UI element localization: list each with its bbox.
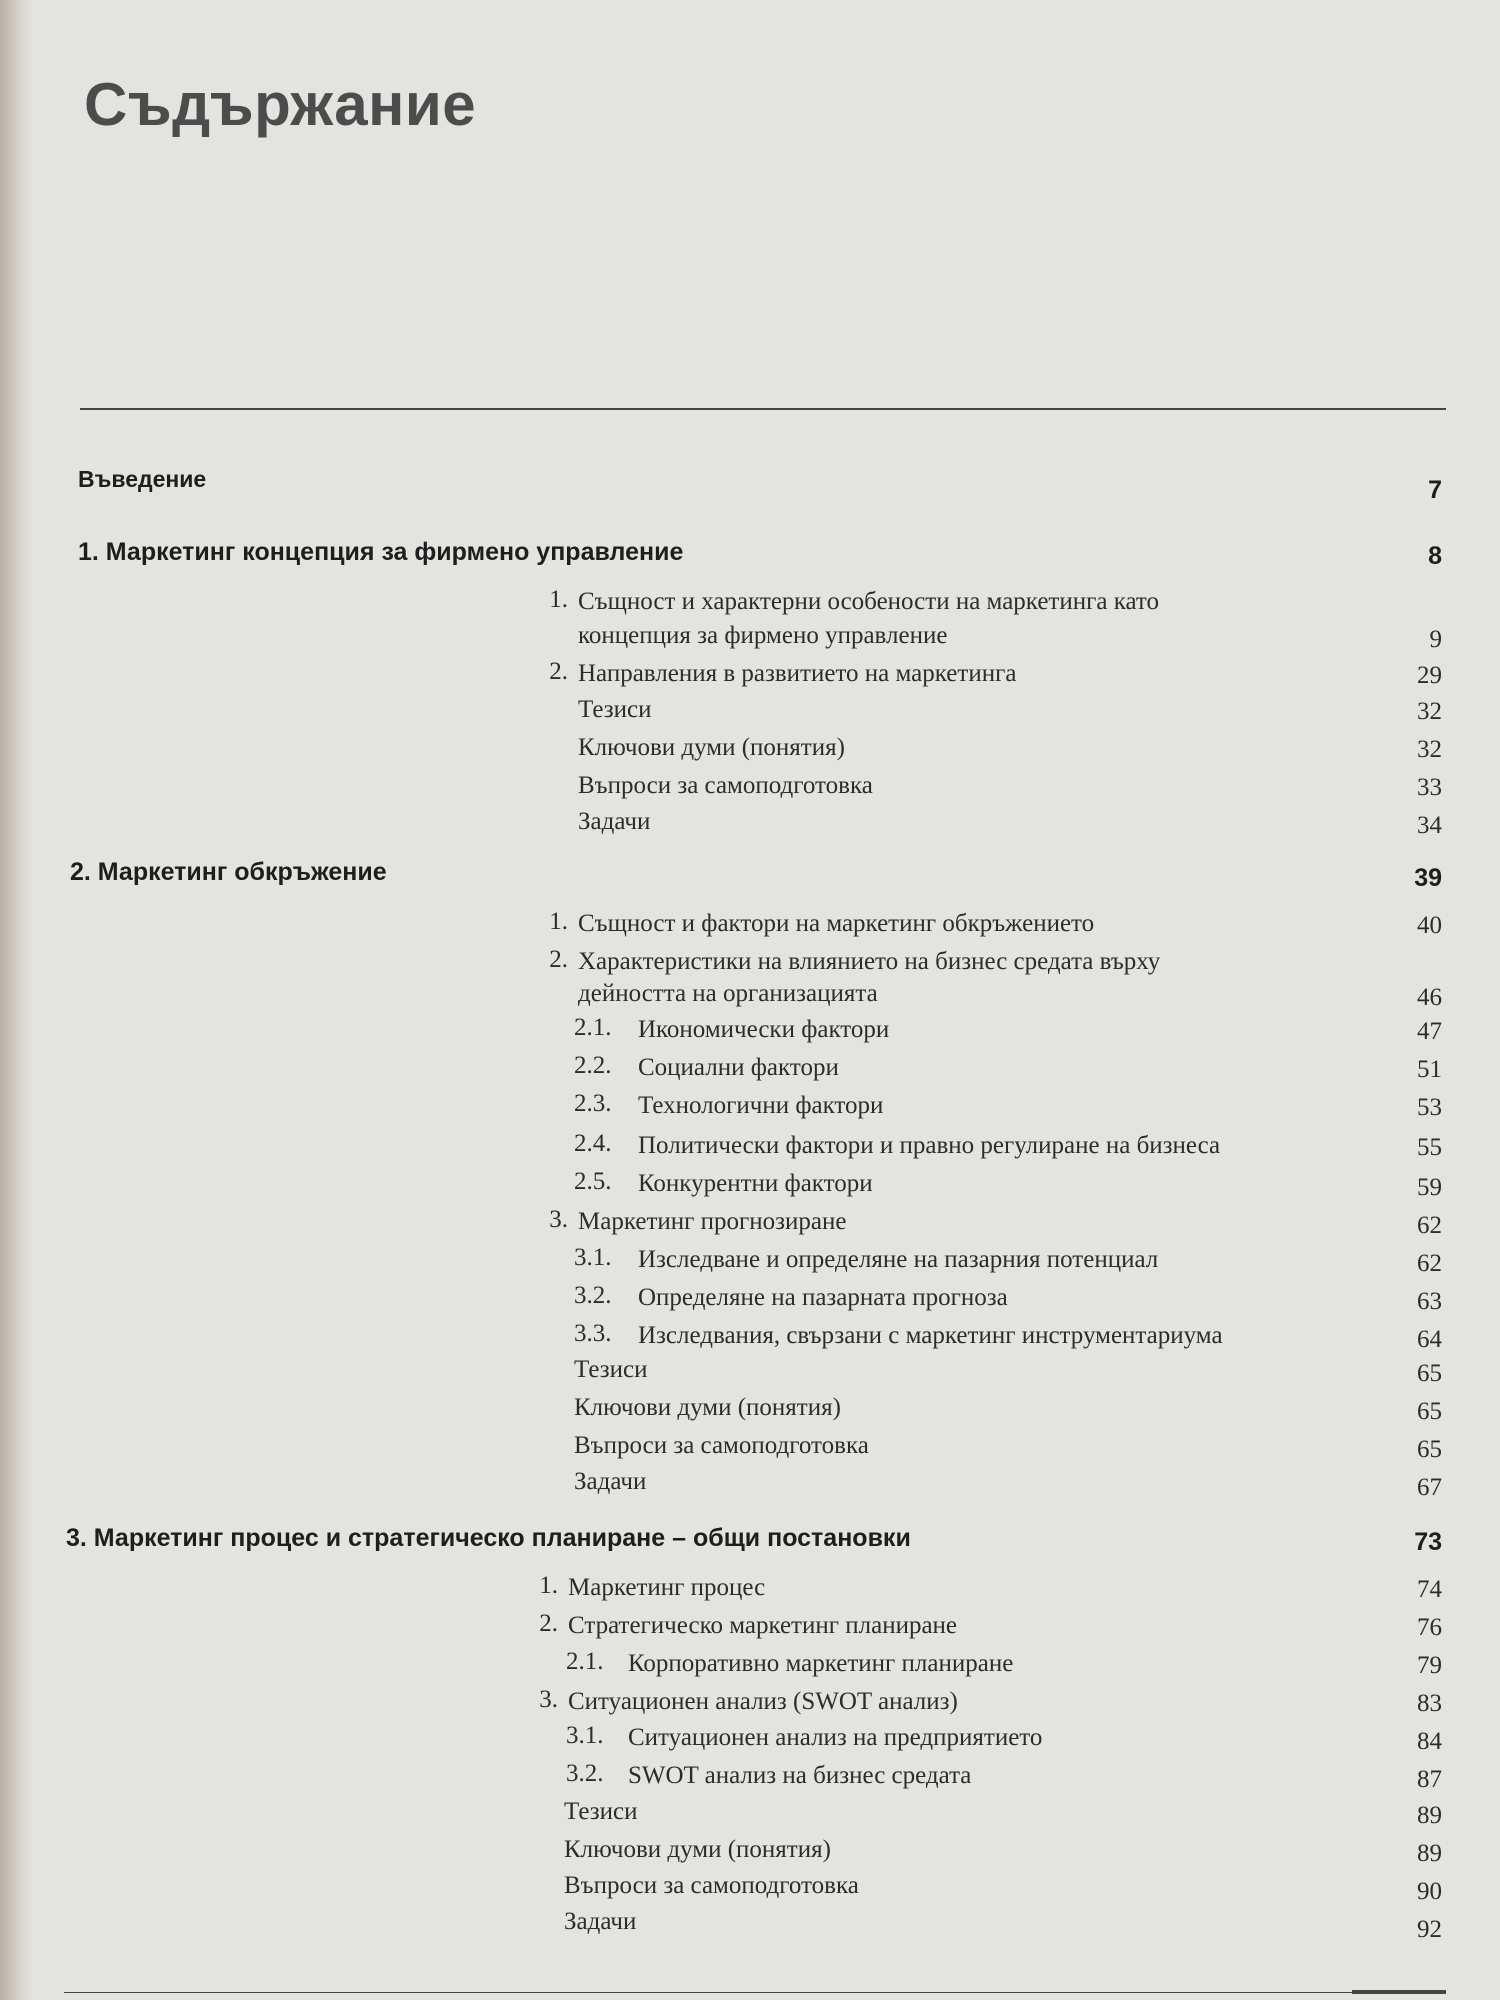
- bottom-divider: [64, 1992, 1374, 1993]
- section-title: Технологични фактори: [638, 1092, 884, 1119]
- section-page: 32: [1417, 698, 1442, 725]
- section-number: 2.1.: [566, 1648, 604, 1675]
- toc-intro-page: 7: [1428, 476, 1442, 504]
- section-page: 55: [1417, 1134, 1442, 1161]
- chapter-title: 3. Маркетинг процес и стратегическо планиране – общи постановки: [66, 1524, 911, 1552]
- section-page: 83: [1417, 1690, 1442, 1717]
- section-number: 2.1.: [574, 1014, 612, 1041]
- section-title-line2: дейността на организацията: [578, 980, 878, 1007]
- section-number: 3.2.: [566, 1760, 604, 1787]
- bottom-divider-accent: [1352, 1990, 1446, 1994]
- section-number: 3.1.: [574, 1244, 612, 1271]
- section-number: 2.: [549, 946, 568, 973]
- section-page: 87: [1417, 1766, 1442, 1793]
- section-number: 3.: [549, 1206, 568, 1233]
- section-page: 92: [1417, 1916, 1442, 1943]
- section-number: 3.2.: [574, 1282, 612, 1309]
- section-title: Задачи: [574, 1468, 647, 1495]
- section-page: 65: [1417, 1360, 1442, 1387]
- section-number: 2.4.: [574, 1130, 612, 1157]
- toc-chapter[interactable]: [0, 858, 1500, 898]
- section-page: 32: [1417, 736, 1442, 763]
- section-title: Въпроси за самоподготовка: [578, 772, 873, 799]
- section-title: Тезиси: [578, 696, 652, 723]
- section-title: Маркетинг прогнозиране: [578, 1208, 847, 1235]
- section-title: Ситуационен анализ на предприятието: [628, 1724, 1043, 1751]
- section-title: Икономически фактори: [638, 1016, 890, 1043]
- section-title: Тезиси: [564, 1798, 638, 1825]
- section-page: 62: [1417, 1212, 1442, 1239]
- section-title: Конкурентни фактори: [638, 1170, 873, 1197]
- section-page: 90: [1417, 1878, 1442, 1905]
- section-page: 53: [1417, 1094, 1442, 1121]
- section-page: 34: [1417, 812, 1442, 839]
- section-title-line1: Същност и характерни особености на маркетинга като: [578, 588, 1160, 615]
- section-number: 2.2.: [574, 1052, 612, 1079]
- top-divider: [80, 408, 1446, 410]
- section-title: Задачи: [578, 808, 651, 835]
- chapter-page: 8: [1428, 542, 1442, 570]
- section-page: 67: [1417, 1474, 1442, 1501]
- page-edge-shadow: [0, 0, 34, 2000]
- section-title: Изследване и определяне на пазарния потенциал: [638, 1246, 1159, 1273]
- section-title: Направления в развитието на маркетинга: [578, 660, 1017, 687]
- section-number: 3.1.: [566, 1722, 604, 1749]
- section-number: 1.: [549, 908, 568, 935]
- section-title: Въпроси за самоподготовка: [564, 1872, 859, 1899]
- toc-chapter[interactable]: [0, 1524, 1500, 1564]
- section-page: 79: [1417, 1652, 1442, 1679]
- section-page: 76: [1417, 1614, 1442, 1641]
- chapter-page: 39: [1414, 864, 1442, 892]
- section-page: 63: [1417, 1288, 1442, 1315]
- section-page: 89: [1417, 1840, 1442, 1867]
- section-title: Стратегическо маркетинг планиране: [568, 1612, 958, 1639]
- toc-chapter[interactable]: [0, 538, 1500, 578]
- toc-intro-title: Въведение: [78, 466, 207, 492]
- section-page: 65: [1417, 1398, 1442, 1425]
- section-title: Социални фактори: [638, 1054, 839, 1081]
- section-title: Същност и фактори на маркетинг обкръжението: [578, 910, 1095, 937]
- section-page: 62: [1417, 1250, 1442, 1277]
- section-title: Маркетинг процес: [568, 1574, 766, 1601]
- section-page: 59: [1417, 1174, 1442, 1201]
- section-number: 2.: [549, 658, 568, 685]
- section-title: Корпоративно маркетинг планиране: [628, 1650, 1014, 1677]
- section-page: 74: [1417, 1576, 1442, 1603]
- section-title: Ключови думи (понятия): [564, 1836, 831, 1863]
- section-page: 40: [1417, 912, 1442, 939]
- section-page: 29: [1417, 662, 1442, 689]
- toc-intro[interactable]: [0, 466, 1500, 506]
- section-number: 3.3.: [574, 1320, 612, 1347]
- section-number: 2.5.: [574, 1168, 612, 1195]
- section-title: Ключови думи (понятия): [578, 734, 845, 761]
- section-page: 89: [1417, 1802, 1442, 1829]
- section-page: 65: [1417, 1436, 1442, 1463]
- section-title: Ключови думи (понятия): [574, 1394, 841, 1421]
- section-number: 2.: [539, 1610, 558, 1637]
- section-page: 51: [1417, 1056, 1442, 1083]
- section-number: 1.: [539, 1572, 558, 1599]
- chapter-title: 2. Маркетинг обкръжение: [70, 858, 387, 886]
- section-title-line2: концепция за фирмено управление: [578, 622, 948, 649]
- section-page: 33: [1417, 774, 1442, 801]
- section-title: Ситуационен анализ (SWOT анализ): [568, 1688, 958, 1715]
- section-number: 2.3.: [574, 1090, 612, 1117]
- section-page: 47: [1417, 1018, 1442, 1045]
- section-number: 1.: [549, 586, 568, 613]
- section-page: 9: [1429, 626, 1442, 653]
- section-number: 3.: [539, 1686, 558, 1713]
- section-title: Въпроси за самоподготовка: [574, 1432, 869, 1459]
- section-title-line1: Характеристики на влиянието на бизнес средата върху: [578, 948, 1161, 975]
- page-title: Съдържание: [84, 71, 477, 138]
- section-title: SWOT анализ на бизнес средата: [628, 1762, 972, 1789]
- section-title: Задачи: [564, 1908, 637, 1935]
- section-title: Изследвания, свързани с маркетинг инструментариума: [638, 1322, 1223, 1349]
- section-title: Тезиси: [574, 1356, 648, 1383]
- section-title: Определяне на пазарната прогноза: [638, 1284, 1008, 1311]
- section-page: 64: [1417, 1326, 1442, 1353]
- section-page: 46: [1417, 984, 1442, 1011]
- chapter-title: 1. Маркетинг концепция за фирмено управление: [78, 538, 684, 566]
- chapter-page: 73: [1414, 1528, 1442, 1556]
- section-title: Политически фактори и правно регулиране на бизнеса: [638, 1132, 1221, 1159]
- section-page: 84: [1417, 1728, 1442, 1755]
